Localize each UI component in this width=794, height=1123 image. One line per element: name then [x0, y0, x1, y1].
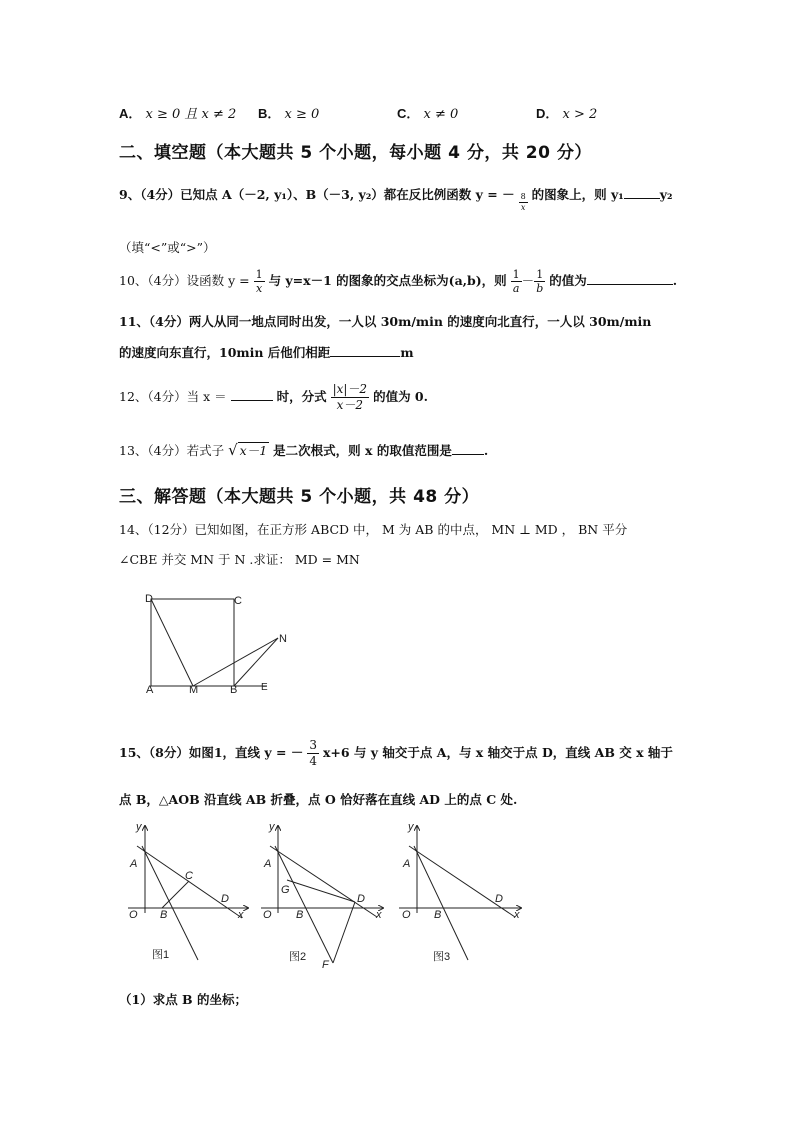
q11-line2: 的速度向东直行，10min 后他们相距 — [119, 345, 331, 360]
fig1-caption: 图1 — [152, 949, 170, 961]
q10-end: . — [672, 273, 678, 288]
question-12 — [119, 382, 428, 413]
q9-blank[interactable] — [624, 186, 660, 199]
fig3-label-a: A — [403, 858, 411, 870]
option-b-text: x ≥ 0 — [284, 107, 320, 122]
q10-frac1 — [254, 268, 265, 295]
option-d-text: x > 2 — [562, 107, 598, 122]
fig3-label-o: O — [402, 909, 411, 921]
q10-pre: 10、（4分）设函数 y = — [119, 273, 250, 288]
q13-pre: 13、（4分）若式子 — [119, 443, 225, 458]
fig2-line-ab — [275, 846, 333, 963]
fig2-label-f: F — [322, 959, 329, 970]
label-b: B — [230, 684, 238, 695]
option-a — [119, 103, 236, 122]
q15-pre: 15、（8分）如图1，直线 y = － — [119, 745, 304, 760]
q15-figure-1 — [118, 820, 253, 970]
fig3-label-x: x — [514, 909, 520, 921]
fig2-label-x: x — [376, 909, 382, 921]
q15-fraction — [307, 738, 319, 769]
q12-den: x－2 — [336, 398, 364, 412]
fig3-label-b: B — [434, 909, 442, 921]
q12-num: |x|－2 — [332, 382, 368, 396]
fig3-label-y: y — [408, 821, 414, 833]
fig2-label-d: D — [357, 893, 365, 905]
q15-figure-2 — [256, 820, 391, 970]
q9-text: 9、（4分）已知点 A（－2, y₁）、B（－3, y₂）都在反比例函数 y = － — [119, 187, 515, 202]
q12-pre: 12、（4分）当 x ＝ — [119, 389, 227, 404]
q12-blank[interactable] — [231, 388, 273, 401]
q13-post: 是二次根式，则 x 的取值范围是 — [273, 443, 452, 458]
fig2-line-ad — [270, 846, 377, 917]
q15-line2: 点 B，△AOB 沿直线 AB 折叠，点 O 恰好落在直线 AD 上的点 C 处. — [119, 792, 518, 807]
label-e: E — [261, 682, 268, 693]
fig2-caption: 图2 — [289, 951, 307, 963]
section2-title: 二、填空题（本大题共 5 个小题，每小题 4 分，共 20 分） — [119, 143, 592, 163]
q15-sub1: （1）求点 B 的坐标； — [119, 992, 247, 1007]
q10-minus: － — [521, 273, 535, 288]
fig2-label-o: O — [263, 909, 272, 921]
q11-blank[interactable] — [330, 344, 400, 357]
q12-fraction — [331, 382, 370, 413]
q10-f3-den: b — [536, 282, 544, 295]
label-a: A — [146, 684, 154, 695]
q15-figure-3 — [394, 820, 529, 970]
fig2-label-y: y — [269, 821, 275, 833]
q9-text3: y₂ — [659, 187, 673, 202]
q15-f-den: 4 — [309, 754, 317, 768]
q10-f2-den: a — [512, 282, 520, 295]
option-a-letter: A． — [119, 106, 142, 121]
q9-text2: 的图象上，则 y₁ — [531, 187, 624, 202]
fig1-label-d: D — [221, 893, 229, 905]
fig2-label-b: B — [296, 909, 304, 921]
q14-figure — [140, 590, 300, 695]
q15-f-num: 3 — [309, 738, 317, 752]
line-bn — [234, 638, 278, 686]
question-11-line2 — [119, 343, 414, 361]
fig2-line-df — [333, 902, 355, 963]
fig2-label-a: A — [264, 858, 272, 870]
label-d: D — [145, 593, 153, 605]
q14-line2: ∠CBE 并交 MN 于 N .求证： MD = MN — [119, 552, 360, 567]
q10-mid: 与 y=x－1 的图象的交点坐标为(a,b)，则 — [268, 273, 507, 288]
fig1-line-ad — [137, 846, 242, 918]
fig1-label-a: A — [130, 858, 138, 870]
question-15 — [119, 738, 673, 769]
section3-title: 三、解答题（本大题共 5 个小题，共 48 分） — [119, 487, 480, 507]
fig1-label-y: y — [136, 821, 142, 833]
q9-frac-den: x — [520, 203, 526, 212]
line-dm — [151, 599, 193, 686]
q10-f1-num: 1 — [255, 268, 263, 281]
label-n: N — [279, 633, 287, 645]
q10-f1-den: x — [255, 282, 263, 295]
fig3-label-d: D — [495, 893, 503, 905]
fig3-caption: 图3 — [433, 951, 451, 963]
q12-post: 的值为 0. — [373, 389, 428, 404]
q10-f2-num: 1 — [512, 268, 520, 281]
label-m: M — [189, 684, 199, 695]
q11-line1: 11、（4分）两人从同一地点同时出发，一人以 30m/min 的速度向北直行，一人以 30m/min — [119, 314, 652, 329]
q9-fraction — [519, 192, 528, 213]
option-b — [258, 103, 319, 122]
fig1-line-ab — [142, 846, 198, 960]
q13-blank[interactable] — [452, 442, 484, 455]
q10-post: 的值为 — [549, 273, 587, 288]
option-b-letter: B． — [258, 106, 281, 121]
q10-f3-num: 1 — [534, 268, 545, 282]
option-a-text: x ≥ 0 且 x ≠ 2 — [145, 107, 237, 122]
fig1-label-c: C — [185, 870, 193, 882]
q9-hint: （填“<”或“>”） — [119, 240, 216, 255]
option-d — [536, 103, 597, 122]
line-mn — [193, 638, 278, 686]
q14-line1: 14、（12分）已知如图，在正方形 ABCD 中， M 为 AB 的中点， MN ⊥ MD ， BN 平分 — [119, 522, 628, 537]
fig2-label-g: G — [281, 884, 290, 896]
option-c-text: x ≠ 0 — [423, 107, 459, 122]
question-13 — [119, 441, 488, 459]
fig1-label-b: B — [160, 909, 168, 921]
q9-frac-num: 8 — [520, 192, 526, 201]
fig3-line-ad — [409, 846, 515, 917]
q10-frac3 — [534, 268, 545, 295]
option-d-letter: D． — [536, 106, 559, 121]
question-10 — [119, 268, 677, 295]
q12-mid: 时，分式 — [276, 389, 327, 404]
fig1-label-x: x — [238, 909, 244, 921]
q10-frac2 — [511, 268, 522, 295]
q13-radicand: x－1 — [239, 443, 268, 458]
q10-blank[interactable] — [587, 272, 673, 285]
fig3-line-ab — [414, 846, 468, 960]
label-c: C — [234, 595, 242, 607]
q11-unit: m — [400, 345, 414, 360]
sqrt-sign-icon: √ — [228, 441, 238, 459]
question-9 — [119, 178, 673, 213]
option-c-letter: C． — [397, 106, 420, 121]
q15-post: x+6 与 y 轴交于点 A，与 x 轴交于点 D，直线 AB 交 x 轴于 — [322, 745, 673, 760]
square-abcd — [151, 599, 234, 686]
option-c — [397, 103, 458, 122]
q13-end: . — [483, 443, 489, 458]
fig1-label-o: O — [129, 909, 138, 921]
